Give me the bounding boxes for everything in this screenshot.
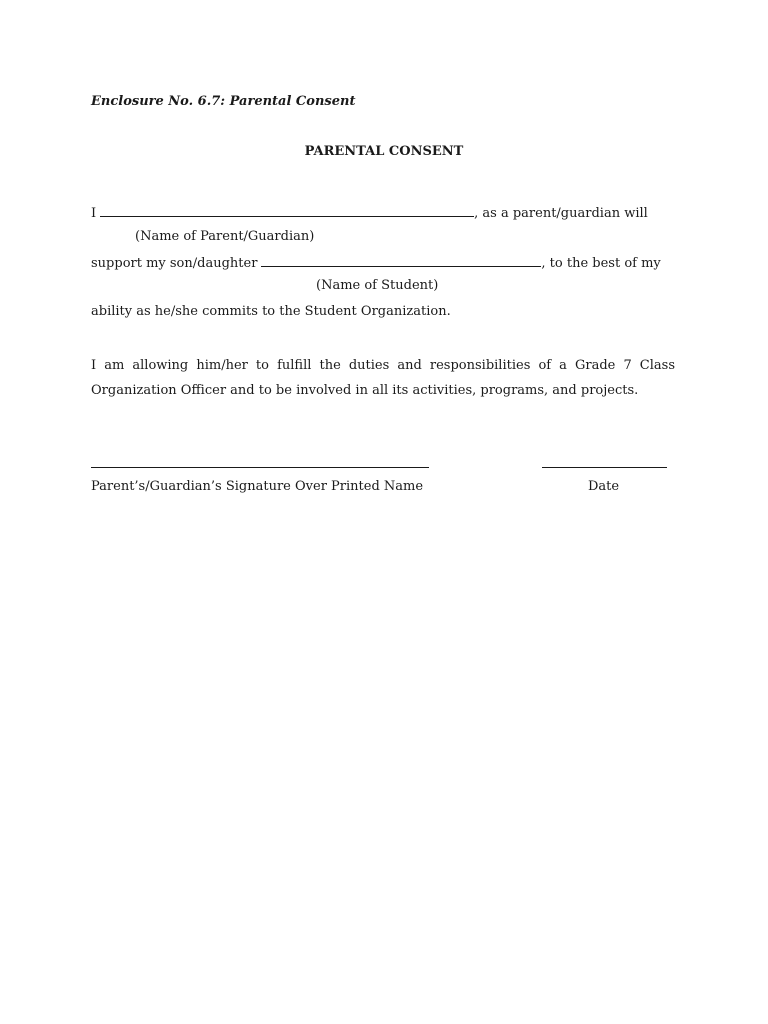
statement-pronoun: I <box>91 206 97 221</box>
date-label: Date <box>588 479 620 494</box>
parent-name-caption: (Name of Parent/Guardian) <box>135 229 315 244</box>
statement-best-of: , to the best of my <box>541 256 661 271</box>
permission-text-1: I am allowing him/her to fulfill the duties and responsibilities of a Grade 7 Class <box>91 358 675 373</box>
student-name-blank[interactable] <box>261 254 541 267</box>
parent-statement-line <box>91 204 648 222</box>
permission-paragraph-line-1 <box>91 353 675 378</box>
permission-paragraph-line-2: Organization Officer and to be involved in all its activities, programs, and projects. <box>91 383 639 398</box>
student-statement-line <box>91 254 661 272</box>
parent-name-blank[interactable] <box>100 204 474 217</box>
signature-label: Parent’s/Guardian’s Signature Over Printed Name <box>91 479 424 494</box>
student-name-caption: (Name of Student) <box>316 278 439 293</box>
date-line[interactable] <box>542 467 667 468</box>
ability-statement-line: ability as he/she commits to the Student Organization. <box>91 304 451 319</box>
statement-parent-role: , as a parent/guardian will <box>474 206 648 221</box>
signature-line[interactable] <box>91 467 429 468</box>
statement-support: support my son/daughter <box>91 256 258 271</box>
document-title: PARENTAL CONSENT <box>304 144 464 159</box>
enclosure-heading: Enclosure No. 6.7: Parental Consent <box>91 94 356 109</box>
